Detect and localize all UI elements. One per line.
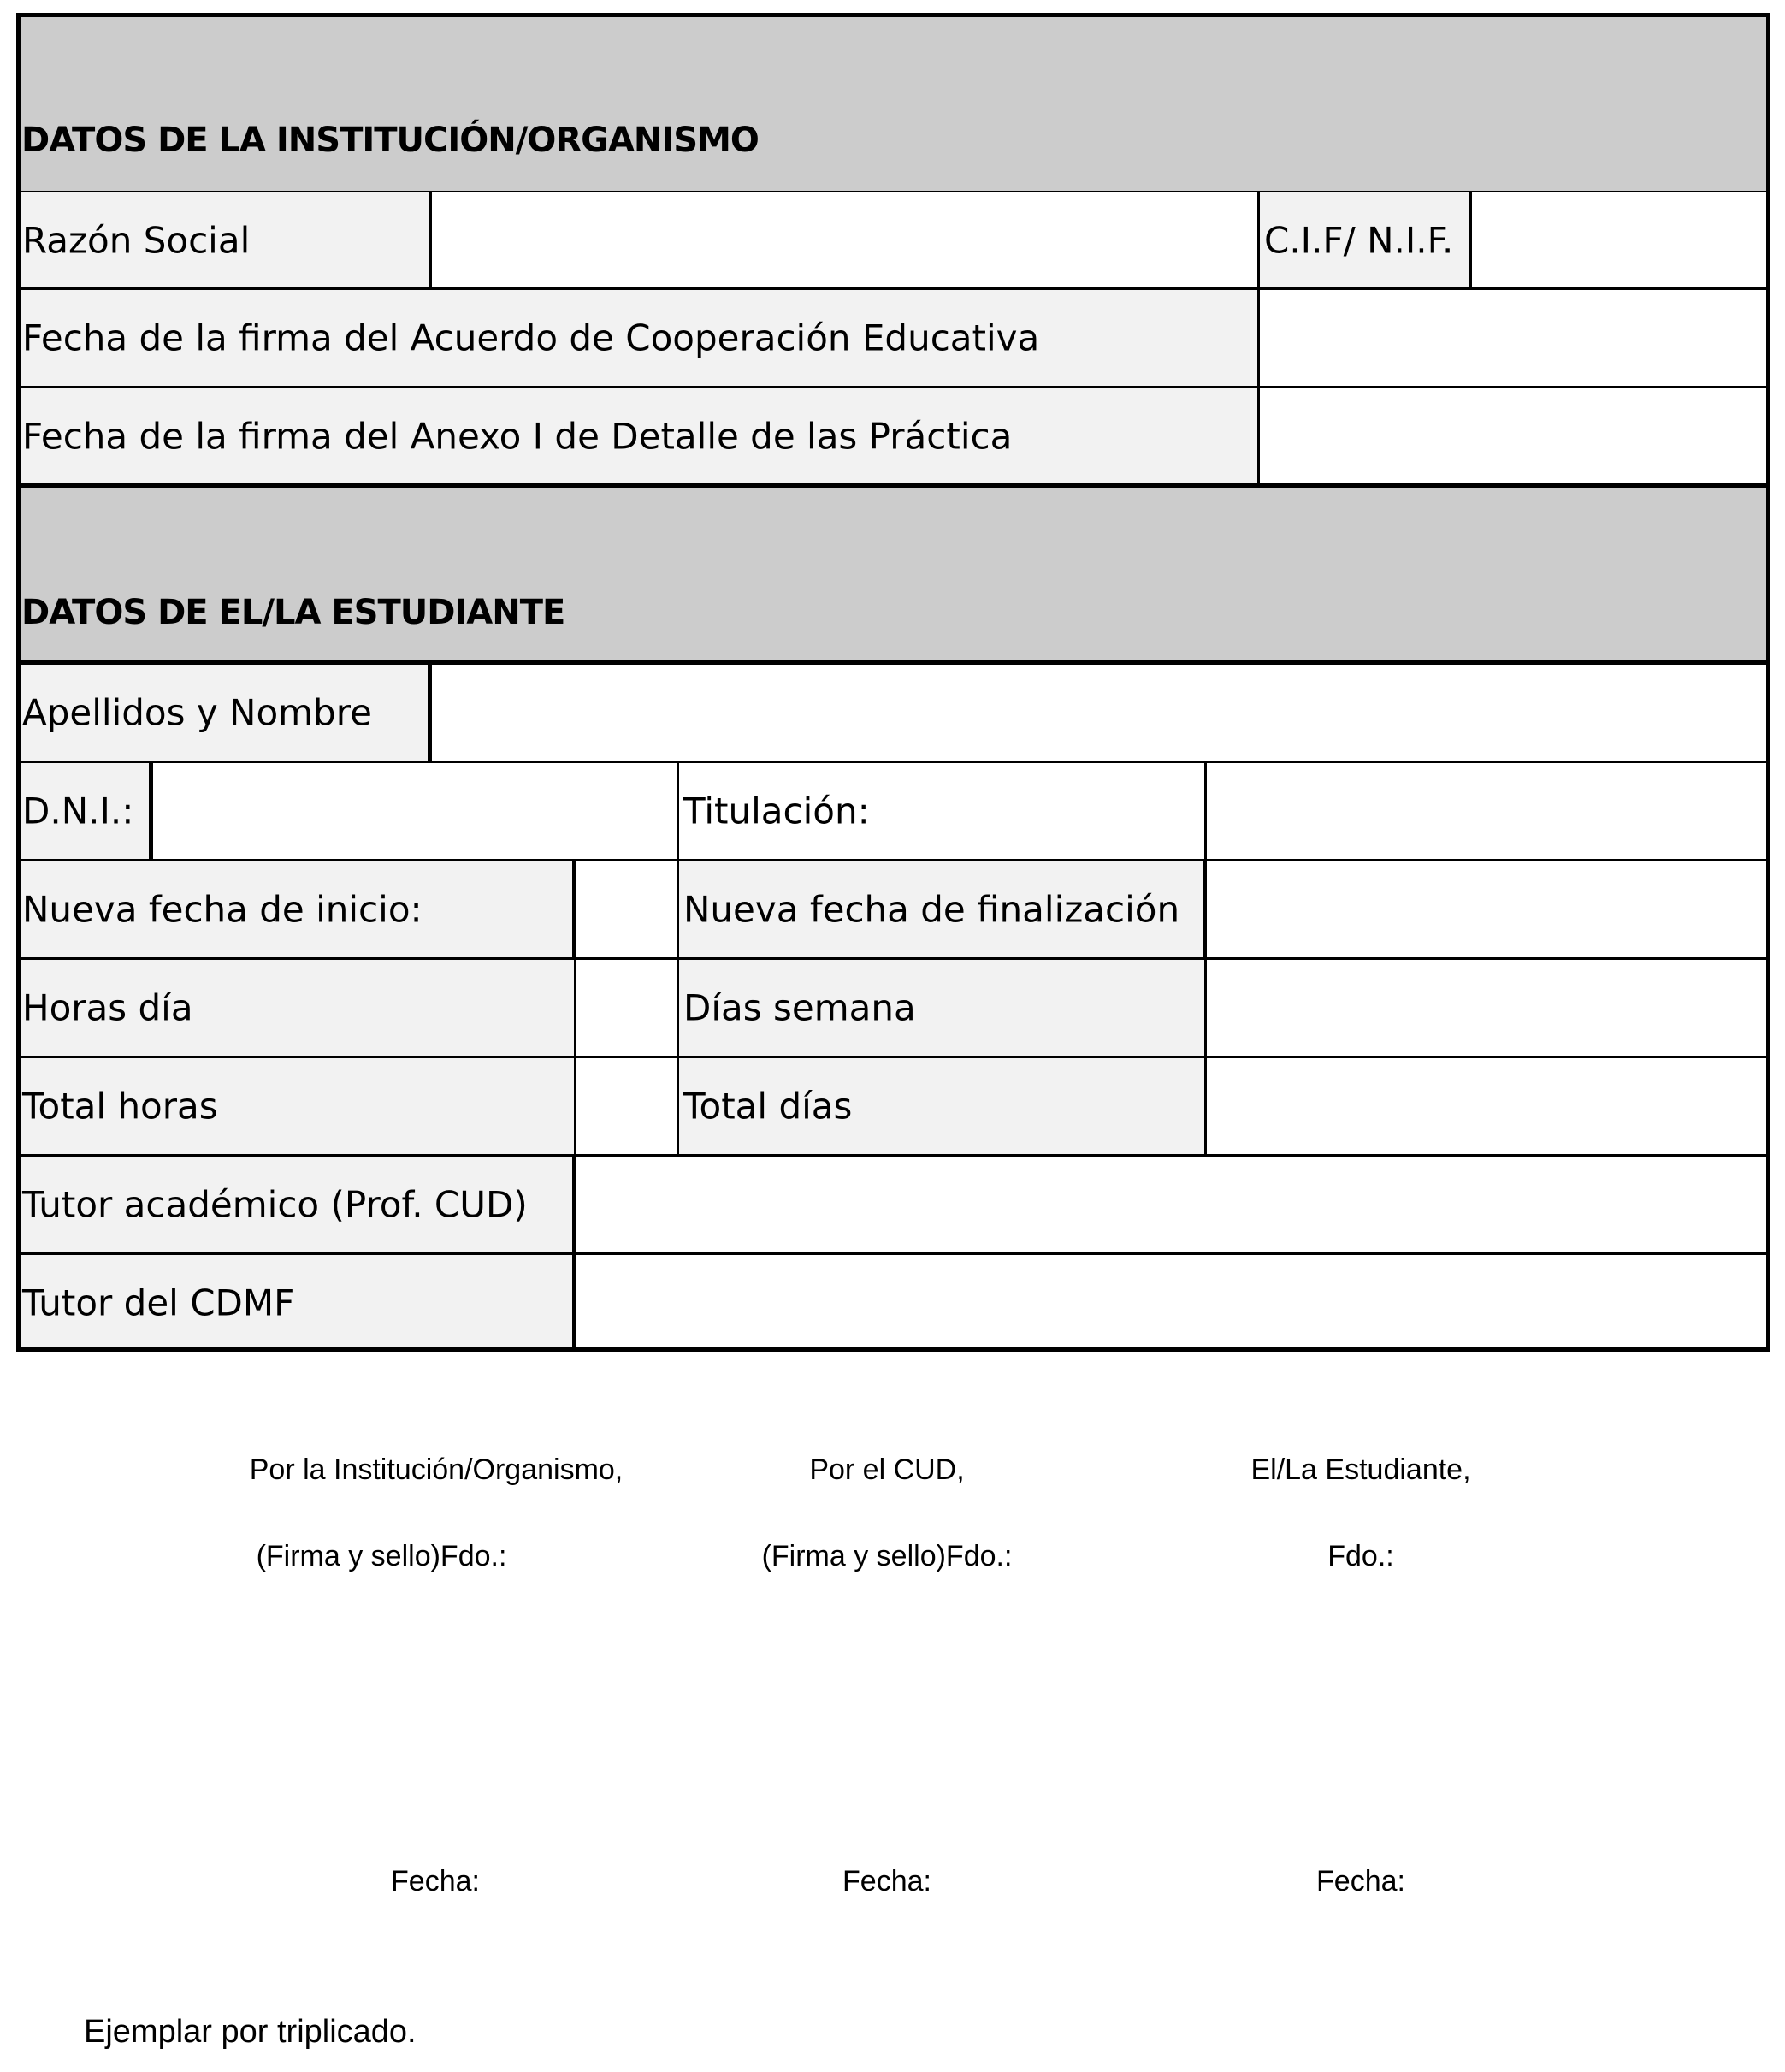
cud-signature-title: Por el CUD,	[809, 1453, 965, 1486]
inicio-label-text: Nueva fecha de inicio:	[22, 888, 423, 931]
student-signature-fdo: Fdo.:	[1327, 1540, 1394, 1572]
horas-dia-label-text: Horas día	[22, 986, 193, 1029]
student-signature-title: El/La Estudiante,	[1250, 1453, 1471, 1486]
form-border	[16, 13, 1770, 1352]
institution-section-title: DATOS DE LA INSTITUCIÓN/ORGANISMO	[21, 121, 759, 160]
total-dias-label-text: Total días	[683, 1085, 853, 1128]
cud-signature-fecha: Fecha:	[842, 1865, 931, 1897]
institution-signature-title: Por la Institución/Organismo,	[249, 1453, 624, 1486]
dias-semana-label-text: Días semana	[683, 986, 916, 1029]
dni-label-text: D.N.I.:	[22, 790, 134, 832]
institution-signature-fecha: Fecha:	[391, 1865, 480, 1897]
apellidos-label-text: Apellidos y Nombre	[22, 691, 372, 734]
institution-signature-fdo: (Firma y sello)Fdo.:	[256, 1540, 507, 1572]
total-horas-label-text: Total horas	[22, 1085, 218, 1128]
fecha-anexo-label-text: Fecha de la firma del Anexo I de Detalle de las Práctica	[22, 415, 1013, 458]
cud-signature-fdo: (Firma y sello)Fdo.:	[761, 1540, 1013, 1572]
titulacion-label-text: Titulación:	[683, 790, 870, 832]
fecha-acuerdo-label-text: Fecha de la firma del Acuerdo de Cooperación Educativa	[22, 317, 1040, 359]
footer-note: Ejemplar por triplicado.	[84, 2014, 417, 2050]
tutor-academico-label-text: Tutor académico (Prof. CUD)	[22, 1183, 528, 1226]
finalizacion-label-text: Nueva fecha de finalización	[683, 888, 1180, 931]
razon-social-label-text: Razón Social	[22, 219, 251, 261]
cif-label-text: C.I.F/ N.I.F.	[1264, 219, 1454, 261]
student-signature-fecha: Fecha:	[1316, 1865, 1405, 1897]
student-section-title: DATOS DE EL/LA ESTUDIANTE	[21, 593, 565, 632]
tutor-cdmf-label-text: Tutor del CDMF	[22, 1282, 295, 1323]
